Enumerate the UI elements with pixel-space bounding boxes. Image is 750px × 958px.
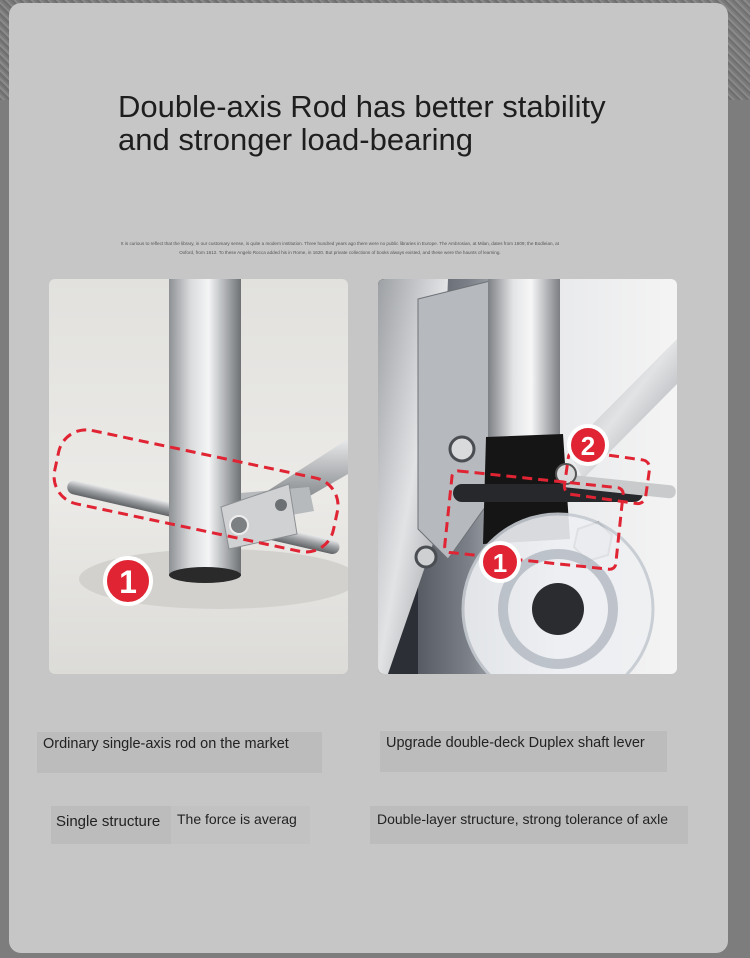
right-caption-title: [380, 731, 667, 772]
svg-text:1: 1: [492, 548, 508, 578]
right-feature-description: [370, 806, 688, 844]
badge-2-right: [569, 426, 607, 464]
fine-print-text: It is curious to reflect that the library, in our customary sense, is quite a modern institution. Three hundred years ago there were no public libraries in Europe. The Ambrosian, at Milan, dates from 1609; the Bodleian, at Oxford, from 1612. To these Angelo Rocca added his in Rome, in 1620. But private collections of books always existed, and these were the haunts of learning.: [121, 241, 559, 255]
page-headline: Double-axis Rod has better stability and stronger load-bearing: [118, 89, 606, 157]
right-feature-description-text: Double-layer structure, strong tolerance of axle: [377, 811, 669, 827]
left-feature-force-text: The force is averag: [177, 811, 297, 827]
left-feature-structure-text: Single structure: [56, 813, 161, 830]
svg-text:2: 2: [580, 431, 596, 461]
left-feature-force: [171, 806, 310, 844]
right-caption-title-text: Upgrade double-deck Duplex shaft lever: [386, 735, 645, 751]
double-axis-rod-photo: [378, 279, 677, 674]
left-caption-title: [37, 732, 322, 773]
badge-1-left: [105, 558, 151, 604]
single-axis-rod-photo: [49, 279, 348, 674]
badge-1-right: [481, 543, 519, 581]
svg-text:1: 1: [119, 564, 137, 600]
left-feature-structure: [51, 806, 171, 844]
left-caption-title-text: Ordinary single-axis rod on the market: [43, 736, 289, 752]
